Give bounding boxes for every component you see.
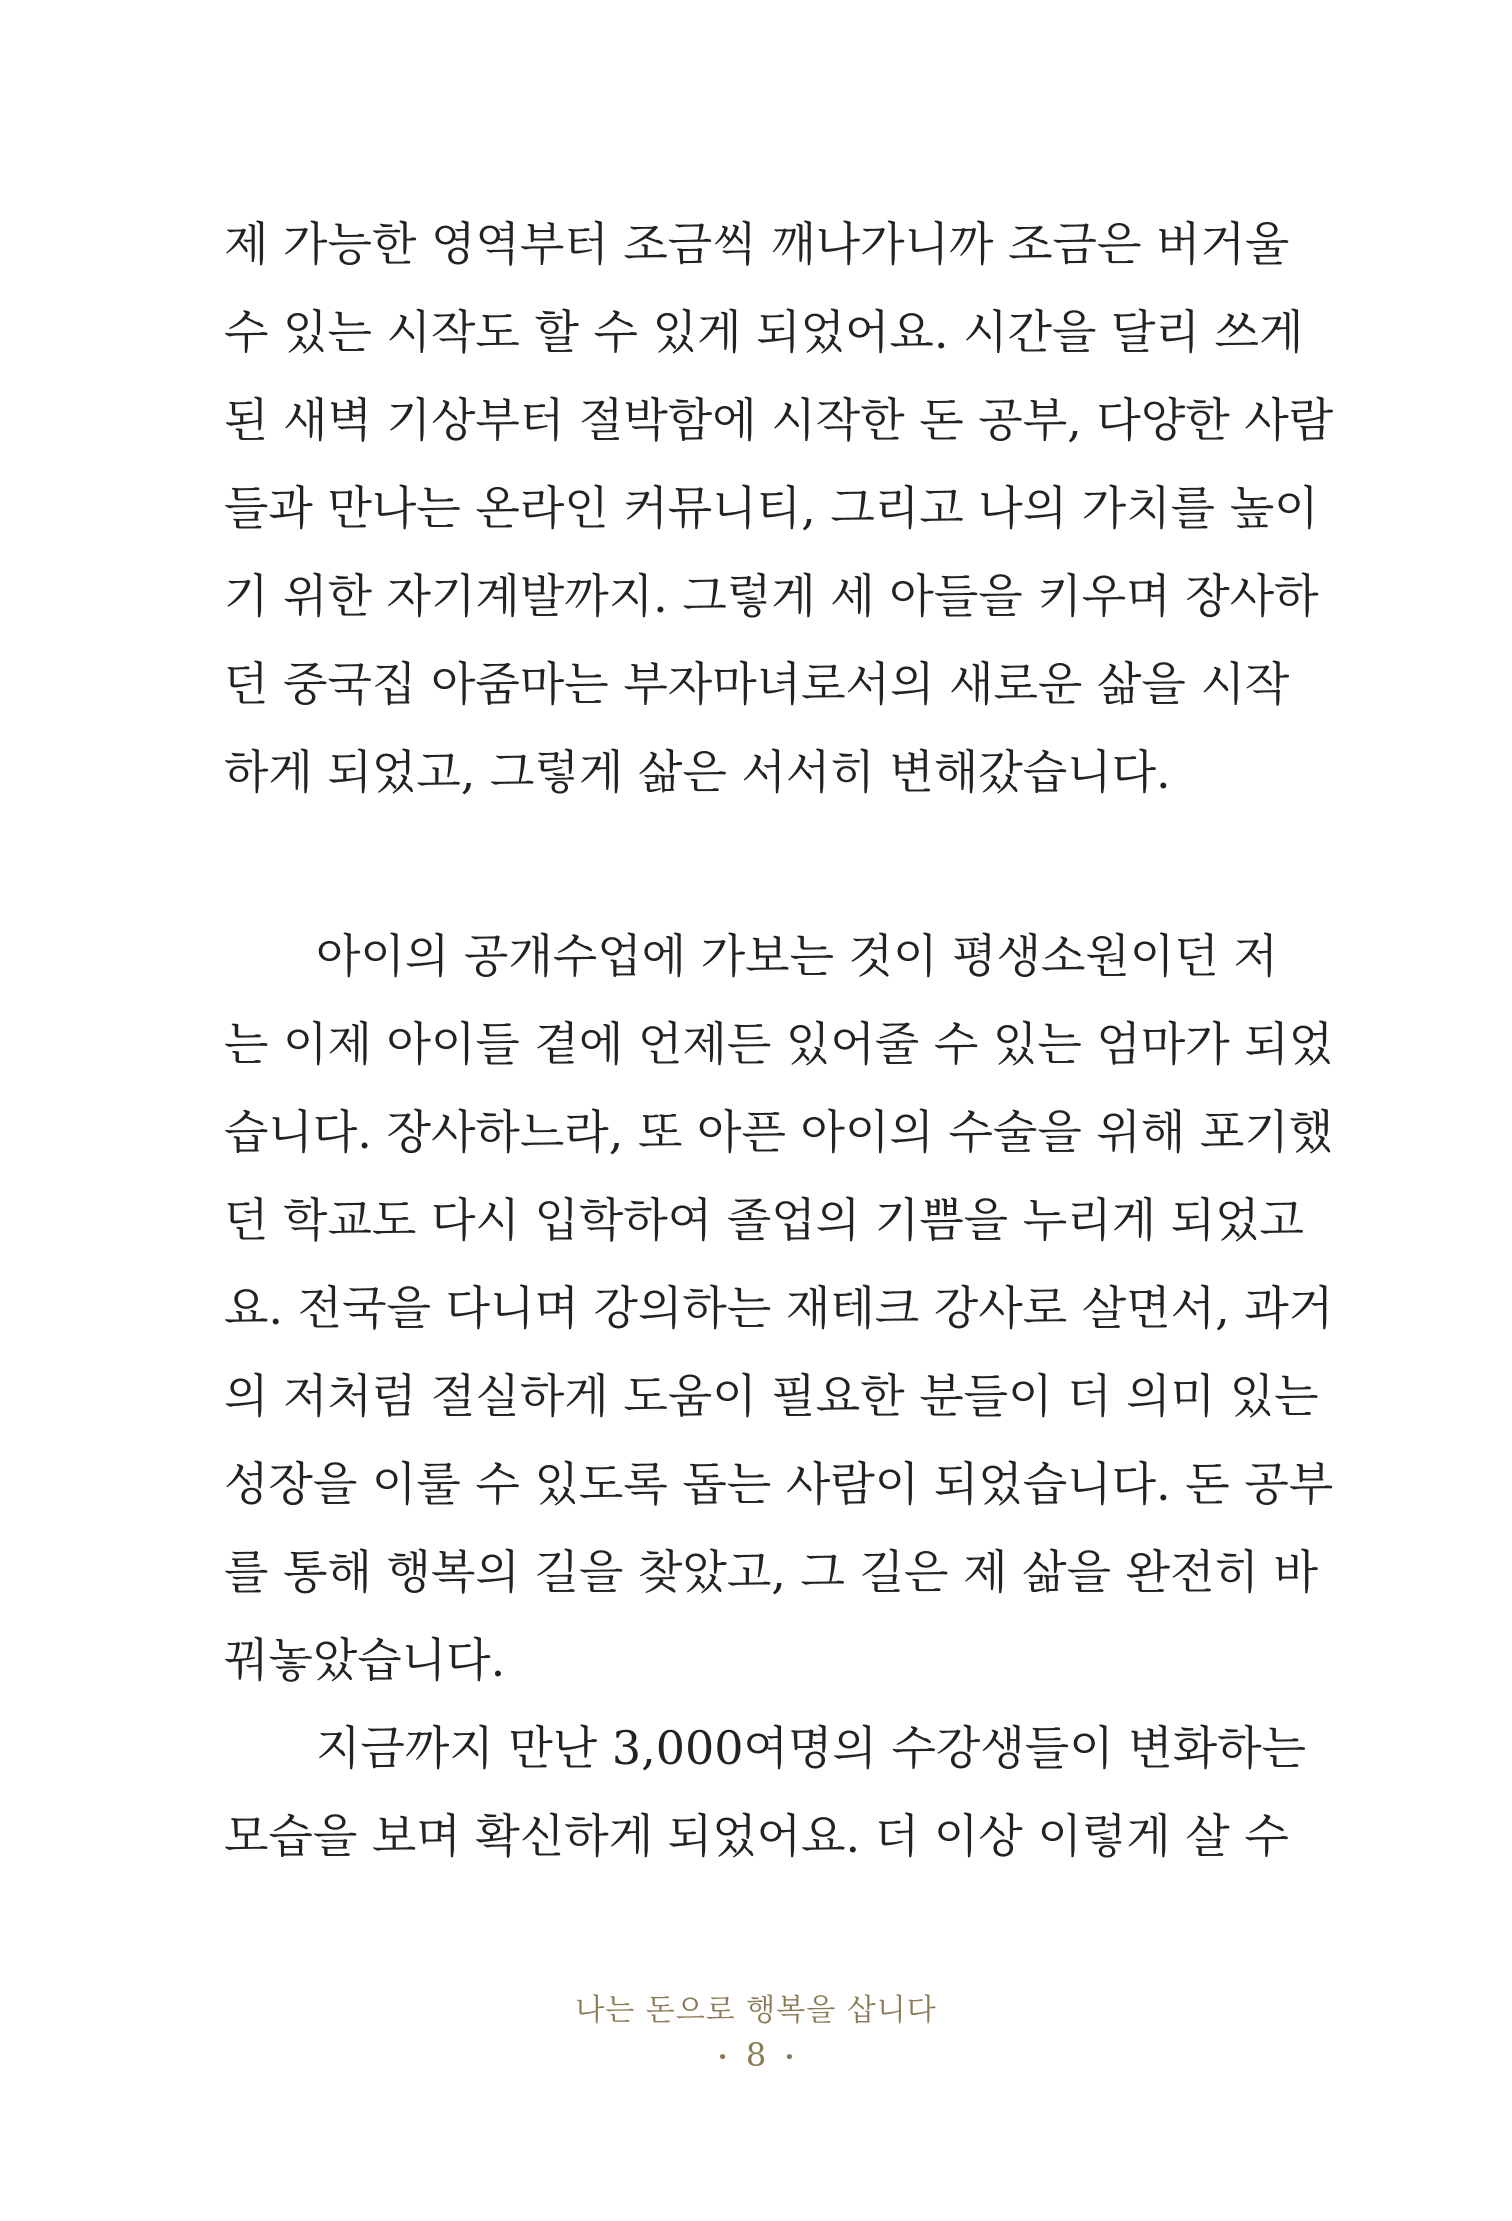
text-line: 들과 만나는 온라인 커뮤니티, 그리고 나의 가치를 높이 (224, 481, 1319, 535)
text-line: 는 이제 아이들 곁에 언제든 있어줄 수 있는 엄마가 되었 (224, 1017, 1334, 1071)
text-line: 수 있는 시작도 할 수 있게 되었어요. 시간을 달리 쓰게 (224, 305, 1304, 359)
page-number: 8 (745, 2036, 767, 2074)
page-number-footer (0, 2036, 1512, 2074)
text-line: 성장을 이룰 수 있도록 돕는 사람이 되었습니다. 돈 공부 (224, 1457, 1334, 1511)
text-line: 제 가능한 영역부터 조금씩 깨나가니까 조금은 버거울 (224, 217, 1290, 271)
text-line: 모습을 보며 확신하게 되었어요. 더 이상 이렇게 살 수 (224, 1809, 1289, 1863)
bullet-dot-icon: • (717, 2047, 728, 2068)
bullet-dot-icon: • (784, 2047, 795, 2068)
running-footer-book-title: 나는 돈으로 행복을 삽니다 (575, 1993, 937, 2028)
text-line: 지금까지 만난 3,000여명의 수강생들이 변화하는 (316, 1721, 1307, 1775)
text-line: 던 중국집 아줌마는 부자마녀로서의 새로운 삶을 시작 (224, 657, 1290, 711)
text-line: 요. 전국을 다니며 강의하는 재테크 강사로 살면서, 과거 (224, 1281, 1334, 1335)
text-line: 꿔놓았습니다. (224, 1633, 506, 1687)
text-line: 하게 되었고, 그렇게 삶은 서서히 변해갔습니다. (224, 745, 1171, 799)
text-line: 습니다. 장사하느라, 또 아픈 아이의 수술을 위해 포기했 (224, 1105, 1334, 1159)
text-line: 의 저처럼 절실하게 도움이 필요한 분들이 더 의미 있는 (224, 1369, 1319, 1423)
text-line: 던 학교도 다시 입학하여 졸업의 기쁨을 누리게 되었고 (224, 1193, 1304, 1247)
text-line: 를 통해 행복의 길을 찾았고, 그 길은 제 삶을 완전히 바 (224, 1545, 1318, 1599)
text-line: 된 새벽 기상부터 절박함에 시작한 돈 공부, 다양한 사람 (224, 393, 1334, 447)
text-line: 아이의 공개수업에 가보는 것이 평생소원이던 저 (316, 929, 1278, 983)
text-line: 기 위한 자기계발까지. 그렇게 세 아들을 키우며 장사하 (224, 569, 1319, 623)
